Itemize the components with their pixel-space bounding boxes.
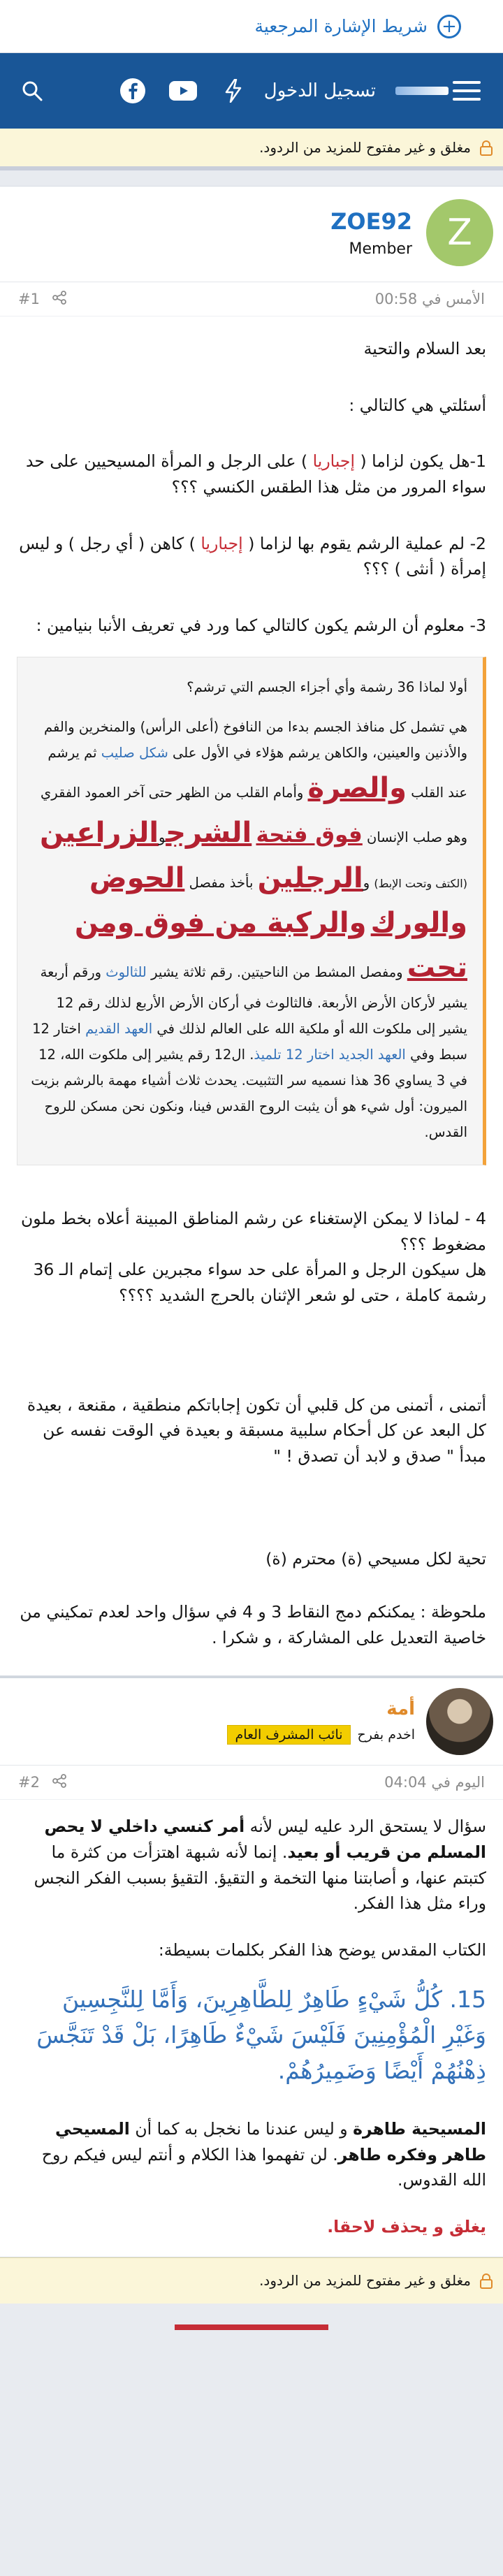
reply-paragraph-2: الكتاب المقدس يوضح هذا الفكر بكلمات بسيطة: [158,1940,486,1960]
new-testament-link[interactable]: العهد الجديد اختار 12 تلميذ [254,1046,406,1063]
post-1 [0,186,503,1676]
trinity-link[interactable]: للثالوث [105,963,147,980]
post-time[interactable]: الأمس في 00:58 [374,291,485,307]
role-badge: نائب المشرف العام [227,1725,350,1745]
closing-note: يغلق و يحذف لاحقا. [327,2217,486,2237]
question-2: 2- لم عملية الرشم يقوم بها لزاما ( إجباريا ) كاهن ( أي رجل ) و ليس إمرأة ( أنثى ) ؟؟؟ [19,533,486,579]
add-circle-icon: + [437,15,461,38]
post-user-header [0,1678,503,1765]
lock-icon [479,140,493,154]
greeting: بعد السلام والتحية [363,339,486,358]
top-navbar [0,53,503,129]
greeting-2: تحية لكل مسيحي (ة) محترم (ة) [265,1548,486,1569]
share-icon[interactable] [52,291,66,308]
login-link[interactable]: تسجيل الدخول [263,80,376,101]
post-meta [0,1765,503,1800]
quote-title: أولا لماذا 36 رشمة وأي أجزاء الجسم التي ترشم؟ [187,678,467,695]
post-body [0,316,503,1675]
search-icon[interactable] [14,73,50,109]
question-4: 4 - لماذا لا يمكن الإستغناء عن رشم المناطق المبينة أعلاه بخط ملون مضغوط ؟؟؟ [21,1208,486,1254]
intro: أسئلتي هي كالتالي : [349,395,486,415]
bolt-icon[interactable] [215,73,252,109]
thread-closed-notice [0,129,503,170]
username[interactable]: أمة [386,1698,415,1720]
post-time[interactable]: اليوم في 04:04 [384,1774,485,1791]
username[interactable]: ZOE92 [330,208,412,235]
avatar[interactable]: Z [426,199,493,266]
note: ملحوظة : يمكنكم دمج النقاط 3 و 4 في سؤال واحد لعدم تمكيني من خاصية التعديل على المشاركة ، و شكرا . [20,1602,486,1647]
post-2 [0,1676,503,2257]
post-number[interactable]: #1 [18,291,40,307]
youtube-icon[interactable] [165,73,201,109]
notice-text: مغلق و غير مفتوح للمزيد من الردود. [259,2272,471,2290]
shape-link[interactable]: شكل صليب [101,744,168,761]
bible-verse: 15. كُلُّ شَيْءٍ طَاهِرٌ لِلطَّاهِرِينَ، وَأَمَّا لِلنَّجِسِينَ وَغَيْرِ الْمُؤْمِنِينَ فَلَيْسَ شَيْءٌ طَاهِرًا، بَلْ قَدْ تَنَجَّسَ ذِهْنُهُمْ أَيْضًا وَضَمِيرُهُمْ. [36,1985,486,2085]
thread-closed-notice-bottom [0,2257,503,2304]
post-body [0,1800,503,2256]
avatar[interactable] [426,1688,493,1755]
question-3: 3- معلوم أن الرشم يكون كالتالي كما ورد في تعريف الأنبا بنيامين : [36,615,486,635]
hope-text: أتمنى ، أتمنى من كل قلبي أن تكون إجاباتكم منطقية ، مقنعة ، بعيدة كل البعد عن كل أحكام سلبية مسبقة و بعيدة في الوقت نفسه عن مبدأ " صدق و لابد أن تصدق ! " [27,1395,486,1466]
logo-strip [395,87,449,95]
question-1: 1-هل يكون لزاما ( إجباريا ) على الرجل و المرأة المسيحيين على حد سواء المرور من مثل هذا الطقس الكنسي ؟؟؟ [26,451,486,497]
menu-icon[interactable] [449,73,485,109]
user-title: Member [349,240,412,258]
old-testament-link[interactable]: العهد القديم [85,1020,153,1037]
user-subtitle: اخدم بفرح [357,1727,415,1743]
reply-paragraph-1: سؤال لا يستحق الرد عليه ليس لأنه أمر كنسي داخلي لا يحص المسلم من قريب أو بعيد. إنما لأنه شبهة اهتزأت من كثرة ما كتبتم عنها، و أصابتنا منها التخمة و التقيؤ. التقيؤ بسبب الفكر النجس وراء مثل هذا الفكر. [34,1817,486,1914]
lock-icon [479,2273,493,2287]
reply-paragraph-3: المسيحية طاهرة و ليس عندنا ما نخجل به كما أن المسيحي طاهر وفكره طاهر. لن تفهموا هذا الكلام و أنتم ليس فيكم روح الله القدوس. [41,2119,486,2190]
bookmark-bar[interactable] [0,0,503,53]
question-5: هل سيكون الرجل و المرأة على حد سواء مجبرين على إتمام الـ 36 رشمة كاملة ، حتى لو شعر الإثنان بالحرج الشديد ؟؟؟؟ [33,1260,486,1305]
post-number[interactable]: #2 [18,1774,40,1791]
notice-text: مغلق و غير مفتوح للمزيد من الردود. [259,139,471,156]
bookmark-bar-label: شريط الإشارة المرجعية [254,16,428,36]
post-meta [0,282,503,316]
quote-text: هي تشمل كل منافذ الجسم بدءا من النافوخ (أعلى الرأس) والمنخرين والفم والأذنين والعينين، والكاهن يرشم هؤلاء في الأول على شكل صليب ثم يرشم عند القلب والصرة وأمام القلب من الظهر حتى آخر العمود الفقري وهو صلب الإنسان فوق فتحة الشرجوالزراعين (الكتف وتحت الإبط) والرجلين بأخذ مفصل الحوض والورك والركبة من فوق ومن تحت ومفصل المشط من الناحيتين. رقم ثلاثة يشير للثالوث ورقم أربعة يشير لأركان الأرض الأربعة. فالثالوث في أركان الأرض الأربع لذلك رقم 12 يشير إلى ملكوت الله أو ملكية الله على العالم لذلك في العهد القديم اختار 12 سبط وفي العهد الجديد اختار 12 تلميذ. ال12 رقم يشير إلى ملكوت الله، 12 في 3 يساوي 36 هذا نسميه سر التثبيت. يحدث ثلاث أشياء مهمة بالرشم بزيت الميرون: أول شيء هو أن يثبت الروح القدس فينا، ونكون نحن مسكن للروح القدس. [31,718,467,1140]
facebook-icon[interactable] [115,73,151,109]
footer-stub [0,2304,503,2331]
post-user-header [0,187,503,282]
share-icon[interactable] [52,1774,66,1791]
quote-block [17,657,486,1165]
